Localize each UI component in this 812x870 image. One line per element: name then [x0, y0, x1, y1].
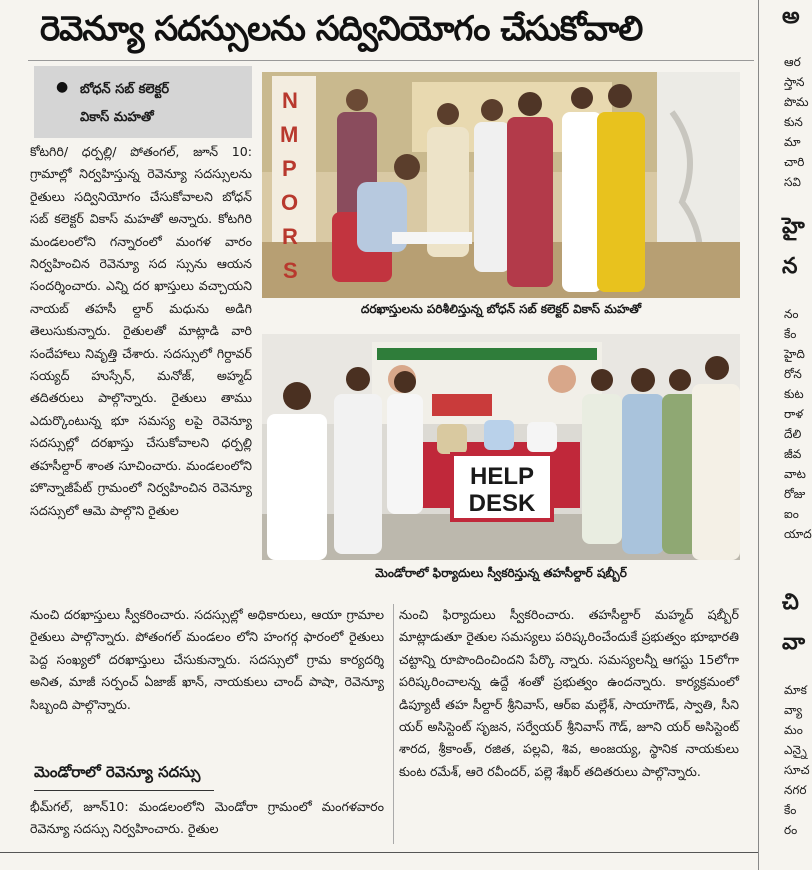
article-paragraph-2: నుంచి దరఖాస్తులు స్వీకరించారు. సదస్సుల్లో అధికారులు, ఆయా గ్రామాల రైతులు పాల్గొన్నారు. పోతంగల్ మండలం లోని హంగర్గ ఫారంలో రైతులు పెద్ద సంఖ్యలో దరఖాస్తులు చేసుకున్నారు. సదస్సులో గ్రామ కార్యదర్శి అనిత, మాజీ సర్పంచ్ ఏజాజ్ ఖాన్, నాయకులు చాంద్ పాషా, రెవెన్యూ సిబ్బంది పాల్గొన్నారు.: [30, 607, 384, 712]
article-column-1-bottom: [30, 604, 384, 754]
right-line-b9: రోజు: [784, 487, 806, 501]
byline-bullet-icon: ●: [56, 79, 69, 95]
right-heading-1: అ: [782, 4, 800, 29]
wall-letter-1: M: [280, 122, 299, 147]
right-line-b3: రోన: [784, 367, 802, 381]
right-line-b8: వాట: [784, 467, 806, 481]
subhead-mendora: మెండోరాలో రెవెన్యూ సదస్సు: [34, 763, 201, 781]
article-column-2: [399, 604, 739, 846]
article-paragraph-1: కోటగిరి/ ధర్పల్లి/ పోతంగల్, జూన్ 10: గ్రామాల్లో నిర్వహిస్తున్న రెవెన్యూ సదస్సులను రైతులు సద్వినియోగం చేసుకోవాలని బోధన్ సబ్ కలెక్టర్ వికాస్ మహతో అన్నారు. కోటగిరి మండలంలోని గన్నారంలో మంగళ వారం నిర్వహించిన రెవెన్యూ సద స్సును ఆయన సందర్శించారు. ఎన్ని దర ఖాస్తులు వచ్చాయని నాయబ్ తహసీ ల్దార్ మధును అడిగి తెలుసుకున్నారు. రైతులతో మాట్లాడి వారి సందేహాలు నివృత్తి చేశారు. సదస్సులో గిర్దావర్ సయ్యద్ హుస్సేన్, మనోజ్, అహ్మద్ తదితరులు పాల్గొన్నారు. రైతులు తాము ఎదుర్కొంటున్న భూ సమస్య లపై రెవెన్యూ సదస్సుల్లో దరఖాస్తు చేసుకోవాలని ధర్పల్లి తహసీల్దార్ శాంత సూచించారు. మండలంలోని హొన్నాజీపేట్ గ్రామంలో నిర్వహించిన రెవెన్యూ సదస్సులో ఆమె పాల్గొని రైతుల: [30, 144, 252, 518]
article-paragraph-4: నుంచి ఫిర్యాదులు స్వీకరించారు. తహసీల్దార్ మహ్మద్ షబ్బీర్ మాట్లాడుతూ రైతుల సమస్యలు పరిష్కరించేందుకే ప్రభుత్వం భూభారతి చట్టాన్ని రూపొందించిందని పేర్కొ న్నారు. సమస్యలన్నీ ఆగస్టు 15లోగా పరిష్కరించాలన్న ఉద్దే శంతో ప్రభుత్వం ఉందన్నారు. కార్యక్రమంలో డిప్యూటీ తహ సీల్దార్ శ్రీనివాస్, ఆర్ఐ మల్లేశ్, సాయాగౌడ్, స్వాతి, సీని యర్ అసిస్టెంట్ సృజన, సర్వేయర్ శ్రీనివాస్ గౌడ్, జూని యర్ అసిస్టెంట్ శారద, శ్రీకాంత్, రజిత, పల్లవి, శివ, అంజయ్య, స్థానిక నాయకులు కుంట రమేశ్, ఆరె రవీందర్, పల్లె శేఖర్ తదితరులు పాల్గొన్నారు.: [399, 607, 739, 779]
article-column-1-sub: [30, 796, 384, 846]
byline-name-line2: వికాస్ మహతో: [80, 110, 154, 125]
article-paragraph-3: భీమ్‌గల్, జూన్10: మండలంలోని మెండోరా గ్రామంలో మంగళవారం రెవెన్యూ సదస్సు నిర్వహించారు. రైతుల: [30, 799, 384, 837]
right-heading-3a: చి: [782, 590, 799, 615]
photo-help-desk: [262, 334, 740, 560]
right-heading-2b: న: [782, 254, 798, 279]
photo-sub-collector-caption: దరఖాస్తులను పరిశీలిస్తున్న బోధన్ సబ్ కలెక్టర్ వికాస్ మహతో: [360, 302, 642, 316]
byline-name-line1: బోధన్ సబ్ కలెక్టర్: [80, 82, 170, 97]
headline-rule: [28, 60, 754, 61]
right-line-c0: మాక: [784, 683, 807, 697]
right-line-c7: రం: [784, 823, 798, 837]
help-desk-sign-line1: HELP: [469, 463, 535, 490]
right-line-a6: సవి: [784, 175, 801, 189]
right-line-b7: జీవ: [784, 447, 802, 461]
right-line-c3: ఎన్నై: [784, 743, 807, 757]
right-line-b6: దేలి: [784, 427, 802, 441]
wall-letter-3: O: [281, 190, 299, 215]
right-line-b5: రాళ: [784, 407, 804, 421]
article-column-1: [30, 141, 252, 605]
wall-letter-5: S: [283, 258, 298, 283]
right-line-b1: కేం: [784, 327, 797, 341]
right-heading-3b: వా: [782, 630, 806, 655]
right-line-b10: ఐం: [784, 507, 799, 521]
right-line-c5: నగర: [784, 783, 807, 797]
photo-help-desk-caption: మెండోరాలో ఫిర్యాదులు స్వీకరిస్తున్న తహసీల్దార్ షబ్బీర్: [375, 566, 627, 580]
help-desk-sign-line2: DESK: [468, 490, 536, 517]
right-line-a5: చారి: [784, 155, 805, 169]
right-line-c1: వ్యా: [784, 703, 803, 717]
photo-help-desk-image: [262, 334, 740, 560]
right-line-b11: యాద: [784, 527, 812, 541]
right-column: [758, 0, 812, 870]
column-divider: [393, 604, 394, 844]
photo-sub-collector: [262, 72, 740, 298]
right-line-b4: కుట: [784, 387, 804, 401]
right-line-c6: కేం: [784, 803, 797, 817]
byline: [80, 76, 248, 132]
right-line-b2: హైది: [784, 347, 805, 361]
bottom-rule: [0, 852, 758, 853]
right-line-a3: కున: [784, 115, 803, 129]
headline: రెవెన్యూ సదస్సులను సద్వినియోగం చేసుకోవాలి: [40, 9, 643, 49]
right-line-c4: సూచ: [784, 763, 810, 777]
subhead-underline: [34, 790, 214, 791]
photo-sub-collector-image: [262, 72, 740, 298]
right-line-a1: స్తాన: [784, 75, 805, 89]
wall-letter-4: R: [282, 224, 298, 249]
wall-letter-2: P: [282, 156, 297, 181]
wall-letter-0: N: [282, 88, 298, 113]
right-line-c2: మం: [784, 723, 803, 737]
right-line-a0: ఆర: [784, 55, 801, 69]
right-line-b0: నం: [784, 307, 799, 321]
right-line-a2: పొమ: [784, 95, 809, 109]
right-heading-2a: హై: [782, 214, 805, 239]
right-line-a4: మా: [784, 135, 801, 149]
